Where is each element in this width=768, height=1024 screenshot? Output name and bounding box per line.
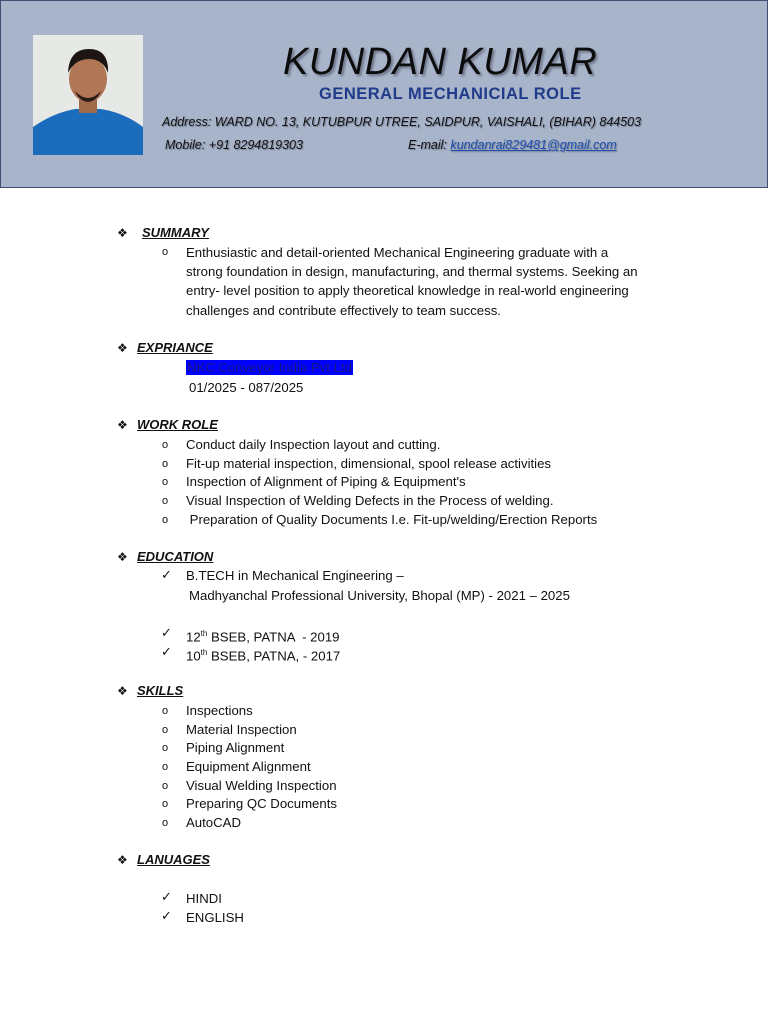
- skill-item: Preparing QC Documents: [186, 796, 337, 811]
- degree: B.TECH in Mechanical Engineering –: [186, 568, 404, 583]
- check-icon: ✓: [161, 644, 172, 659]
- resume-header: [0, 0, 768, 188]
- work-role-item: Fit-up material inspection, dimensional, spool release activities: [186, 456, 552, 471]
- section-diamond-icon: ❖: [117, 226, 128, 240]
- check-icon: ✓: [161, 908, 172, 923]
- work-role-item: Inspection of Alignment of Piping & Equipment's: [186, 474, 466, 489]
- work-role-title: WORK ROLE: [137, 417, 218, 432]
- bullet-circle-icon: o: [162, 476, 169, 488]
- education-title: EDUCATION: [137, 549, 214, 564]
- summary-title: SUMMARY: [142, 225, 209, 240]
- skills-title: SKILLS: [137, 683, 184, 698]
- profile-photo: [33, 35, 143, 155]
- bullet-circle-icon: o: [162, 514, 169, 526]
- company-name: NKC Conveyor India Pvt Ltd: [187, 360, 352, 375]
- bullet-circle-icon: o: [162, 780, 169, 792]
- university: Madhyanchal Professional University, Bhopal (MP) - 2021 – 2025: [189, 588, 570, 603]
- work-role-heading: [117, 417, 218, 432]
- email-label: E-mail:: [408, 138, 447, 152]
- mobile-number: Mobile: +91 8294819303: [165, 138, 303, 152]
- bullet-circle-icon: o: [162, 495, 169, 507]
- summary-line: strong foundation in design, manufacturing, and thermal systems. Seeking an: [186, 264, 638, 279]
- experience-heading: [117, 340, 213, 355]
- twelfth-number: 12: [186, 629, 201, 645]
- bullet-circle-icon: o: [162, 246, 169, 258]
- skill-item: Material Inspection: [186, 722, 297, 737]
- candidate-name: KUNDAN KUMAR: [283, 41, 598, 83]
- bullet-circle-icon: o: [162, 798, 169, 810]
- section-diamond-icon: ❖: [117, 853, 128, 867]
- skill-item: Visual Welding Inspection: [186, 778, 337, 793]
- tenth-suffix: th: [200, 648, 208, 657]
- section-diamond-icon: ❖: [117, 550, 128, 564]
- tenth-education: [186, 643, 340, 665]
- languages-title: LANUAGES: [137, 852, 210, 867]
- education-heading: [117, 549, 213, 564]
- bullet-circle-icon: o: [162, 761, 169, 773]
- summary-line: Enthusiastic and detail-oriented Mechanical Engineering graduate with a: [186, 245, 609, 260]
- skills-heading: [117, 683, 183, 698]
- bullet-circle-icon: o: [162, 742, 169, 754]
- summary-heading: [117, 225, 209, 240]
- language-item: HINDI: [186, 891, 222, 906]
- skill-item: Equipment Alignment: [186, 759, 311, 774]
- bullet-circle-icon: o: [162, 817, 169, 829]
- check-icon: ✓: [161, 625, 172, 640]
- language-item: ENGLISH: [186, 910, 244, 925]
- job-role: GENERAL MECHANICIAL ROLE: [319, 85, 582, 103]
- profile-photo-illustration: [33, 35, 143, 155]
- skill-item: Piping Alignment: [186, 740, 285, 755]
- section-diamond-icon: ❖: [117, 684, 128, 698]
- work-role-item: Conduct daily Inspection layout and cutting.: [186, 437, 441, 452]
- section-diamond-icon: ❖: [117, 418, 128, 432]
- languages-heading: [117, 852, 210, 867]
- summary-line: challenges and contribute effectively to team success.: [186, 303, 501, 318]
- section-diamond-icon: ❖: [117, 341, 128, 355]
- twelfth-board: BSEB, PATNA - 2019: [207, 629, 340, 645]
- experience-title: EXPRIANCE: [137, 340, 213, 355]
- email-link[interactable]: kundanrai829481@gmail.com: [450, 138, 617, 152]
- bullet-circle-icon: o: [162, 458, 169, 470]
- bullet-circle-icon: o: [162, 439, 169, 451]
- twelfth-suffix: th: [200, 629, 208, 638]
- skill-item: Inspections: [186, 703, 253, 718]
- experience-period: 01/2025 - 087/2025: [189, 380, 304, 395]
- bullet-circle-icon: o: [162, 724, 169, 736]
- check-icon: ✓: [161, 889, 172, 904]
- company-name-row: [186, 358, 353, 377]
- tenth-board: BSEB, PATNA, - 2017: [207, 648, 341, 664]
- summary-line: entry- level position to apply theoretical knowledge in real-world engineering: [186, 283, 629, 298]
- skill-item: AutoCAD: [186, 815, 241, 830]
- work-role-item: Visual Inspection of Welding Defects in the Process of welding.: [186, 493, 554, 508]
- work-role-item: Preparation of Quality Documents I.e. Fit-up/welding/Erection Reports: [186, 512, 598, 527]
- check-icon: ✓: [161, 567, 172, 582]
- bullet-circle-icon: o: [162, 705, 169, 717]
- email-row: [408, 138, 617, 152]
- tenth-number: 10: [186, 648, 201, 664]
- address: Address: WARD NO. 13, KUTUBPUR UTREE, SAIDPUR, VAISHALI, (BIHAR) 844503: [162, 115, 642, 129]
